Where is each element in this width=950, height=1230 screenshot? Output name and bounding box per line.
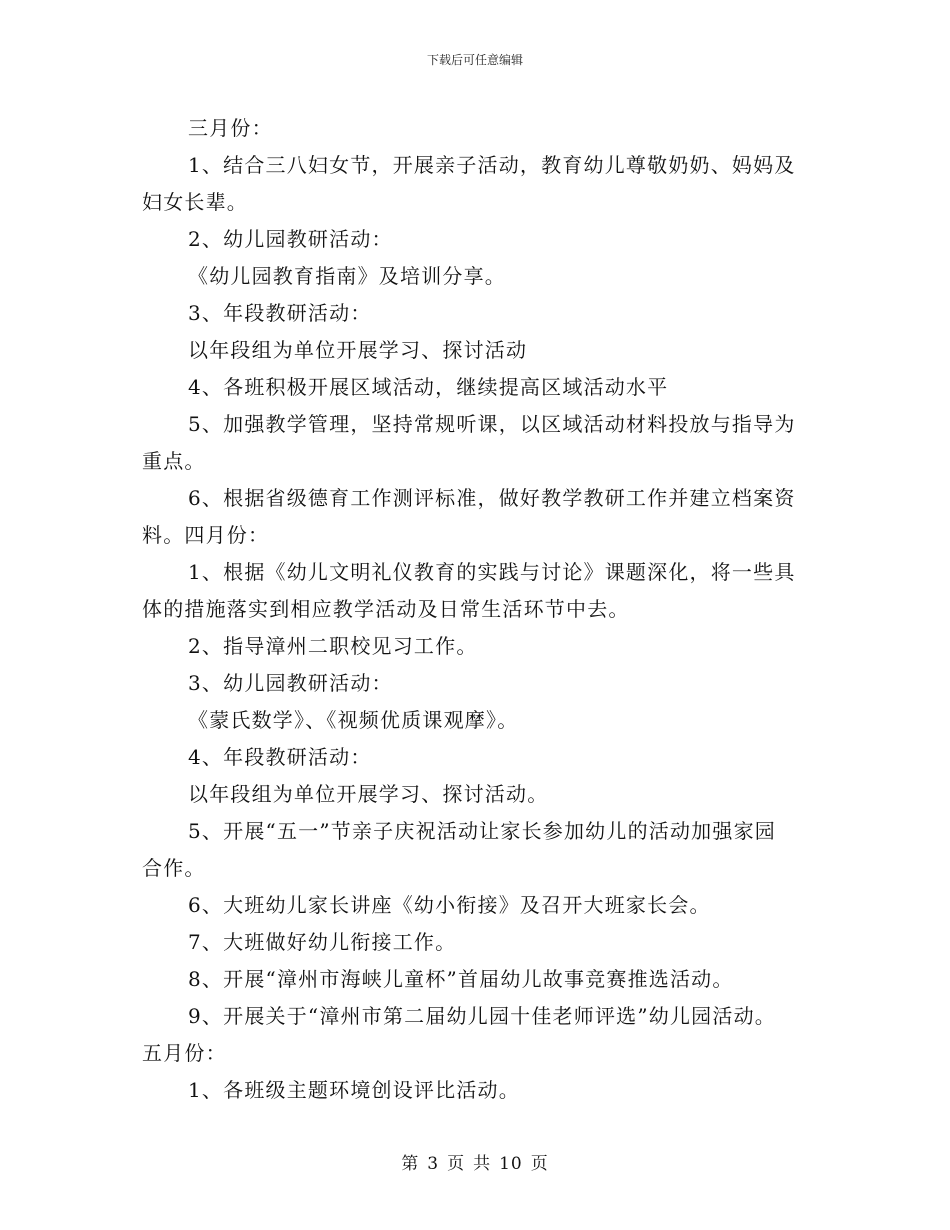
section-heading-march: 三月份： — [188, 116, 273, 140]
paragraph-line: 4、各班积极开展区域活动，继续提高区域活动水平 — [188, 375, 669, 399]
paragraph-line: 1、根据《幼儿文明礼仪教育的实践与讨论》课题深化，将一些具 — [188, 560, 796, 584]
section-heading-may: 五月份： — [142, 1041, 227, 1065]
page-header-note: 下载后可任意编辑 — [426, 53, 523, 67]
footer-page-word: 页 — [447, 1154, 466, 1174]
paragraph-line: 以年段组为单位开展学习、探讨活动 — [188, 338, 528, 362]
paragraph-line: 6、大班幼儿家长讲座《幼小衔接》及召开大班家长会。 — [188, 893, 711, 917]
document-body — [142, 110, 810, 1109]
paragraph-line: 1、各班级主题环境创设评比活动。 — [188, 1078, 520, 1102]
footer-suffix: 页 — [530, 1154, 549, 1174]
paragraph-line: 重点。 — [142, 449, 206, 473]
paragraph-line: 3、幼儿园教研活动： — [188, 671, 393, 695]
paragraph-line: 2、幼儿园教研活动： — [188, 227, 393, 251]
paragraph-line: 6、根据省级德育工作测评标准，做好教学教研工作并建立档案资 — [188, 486, 796, 510]
paragraph-line: 8、开展“漳州市海峡儿童杯”首届幼儿故事竞赛推选活动。 — [188, 967, 734, 991]
paragraph-line: 合作。 — [142, 856, 206, 880]
paragraph-line: 9、开展关于“漳州市第二届幼儿园十佳老师评选”幼儿园活动。 — [188, 1004, 776, 1028]
footer-total-pages: 10 — [499, 1154, 523, 1174]
paragraph-line: 1、结合三八妇女节，开展亲子活动，教育幼儿尊敬奶奶、妈妈及 — [188, 153, 796, 177]
footer-prefix: 第 — [401, 1154, 420, 1174]
paragraph-line: 体的措施落实到相应教学活动及日常生活环节中去。 — [142, 597, 630, 621]
paragraph-line: 5、开展“五一”节亲子庆祝活动让家长参加幼儿的活动加强家园 — [188, 819, 776, 843]
paragraph-line: 5、加强教学管理，坚持常规听课，以区域活动材料投放与指导为 — [188, 412, 796, 436]
paragraph-line: 《幼儿园教育指南》及培训分享。 — [188, 264, 506, 288]
paragraph-line: 料。四月份： — [142, 523, 270, 547]
paragraph-line: 2、指导漳州二职校见习工作。 — [188, 634, 478, 658]
paragraph-line: 《蒙氏数学》、《视频优质课观摩》。 — [188, 708, 519, 732]
page-footer — [0, 1153, 950, 1175]
footer-current-page: 3 — [427, 1154, 440, 1174]
paragraph-line: 3、年段教研活动： — [188, 301, 372, 325]
paragraph-line: 妇女长辈。 — [142, 190, 248, 214]
paragraph-line: 7、大班做好幼儿衔接工作。 — [188, 930, 457, 954]
footer-total-prefix: 共 — [473, 1154, 492, 1174]
paragraph-line: 4、年段教研活动： — [188, 745, 372, 769]
paragraph-line: 以年段组为单位开展学习、探讨活动。 — [188, 782, 549, 806]
